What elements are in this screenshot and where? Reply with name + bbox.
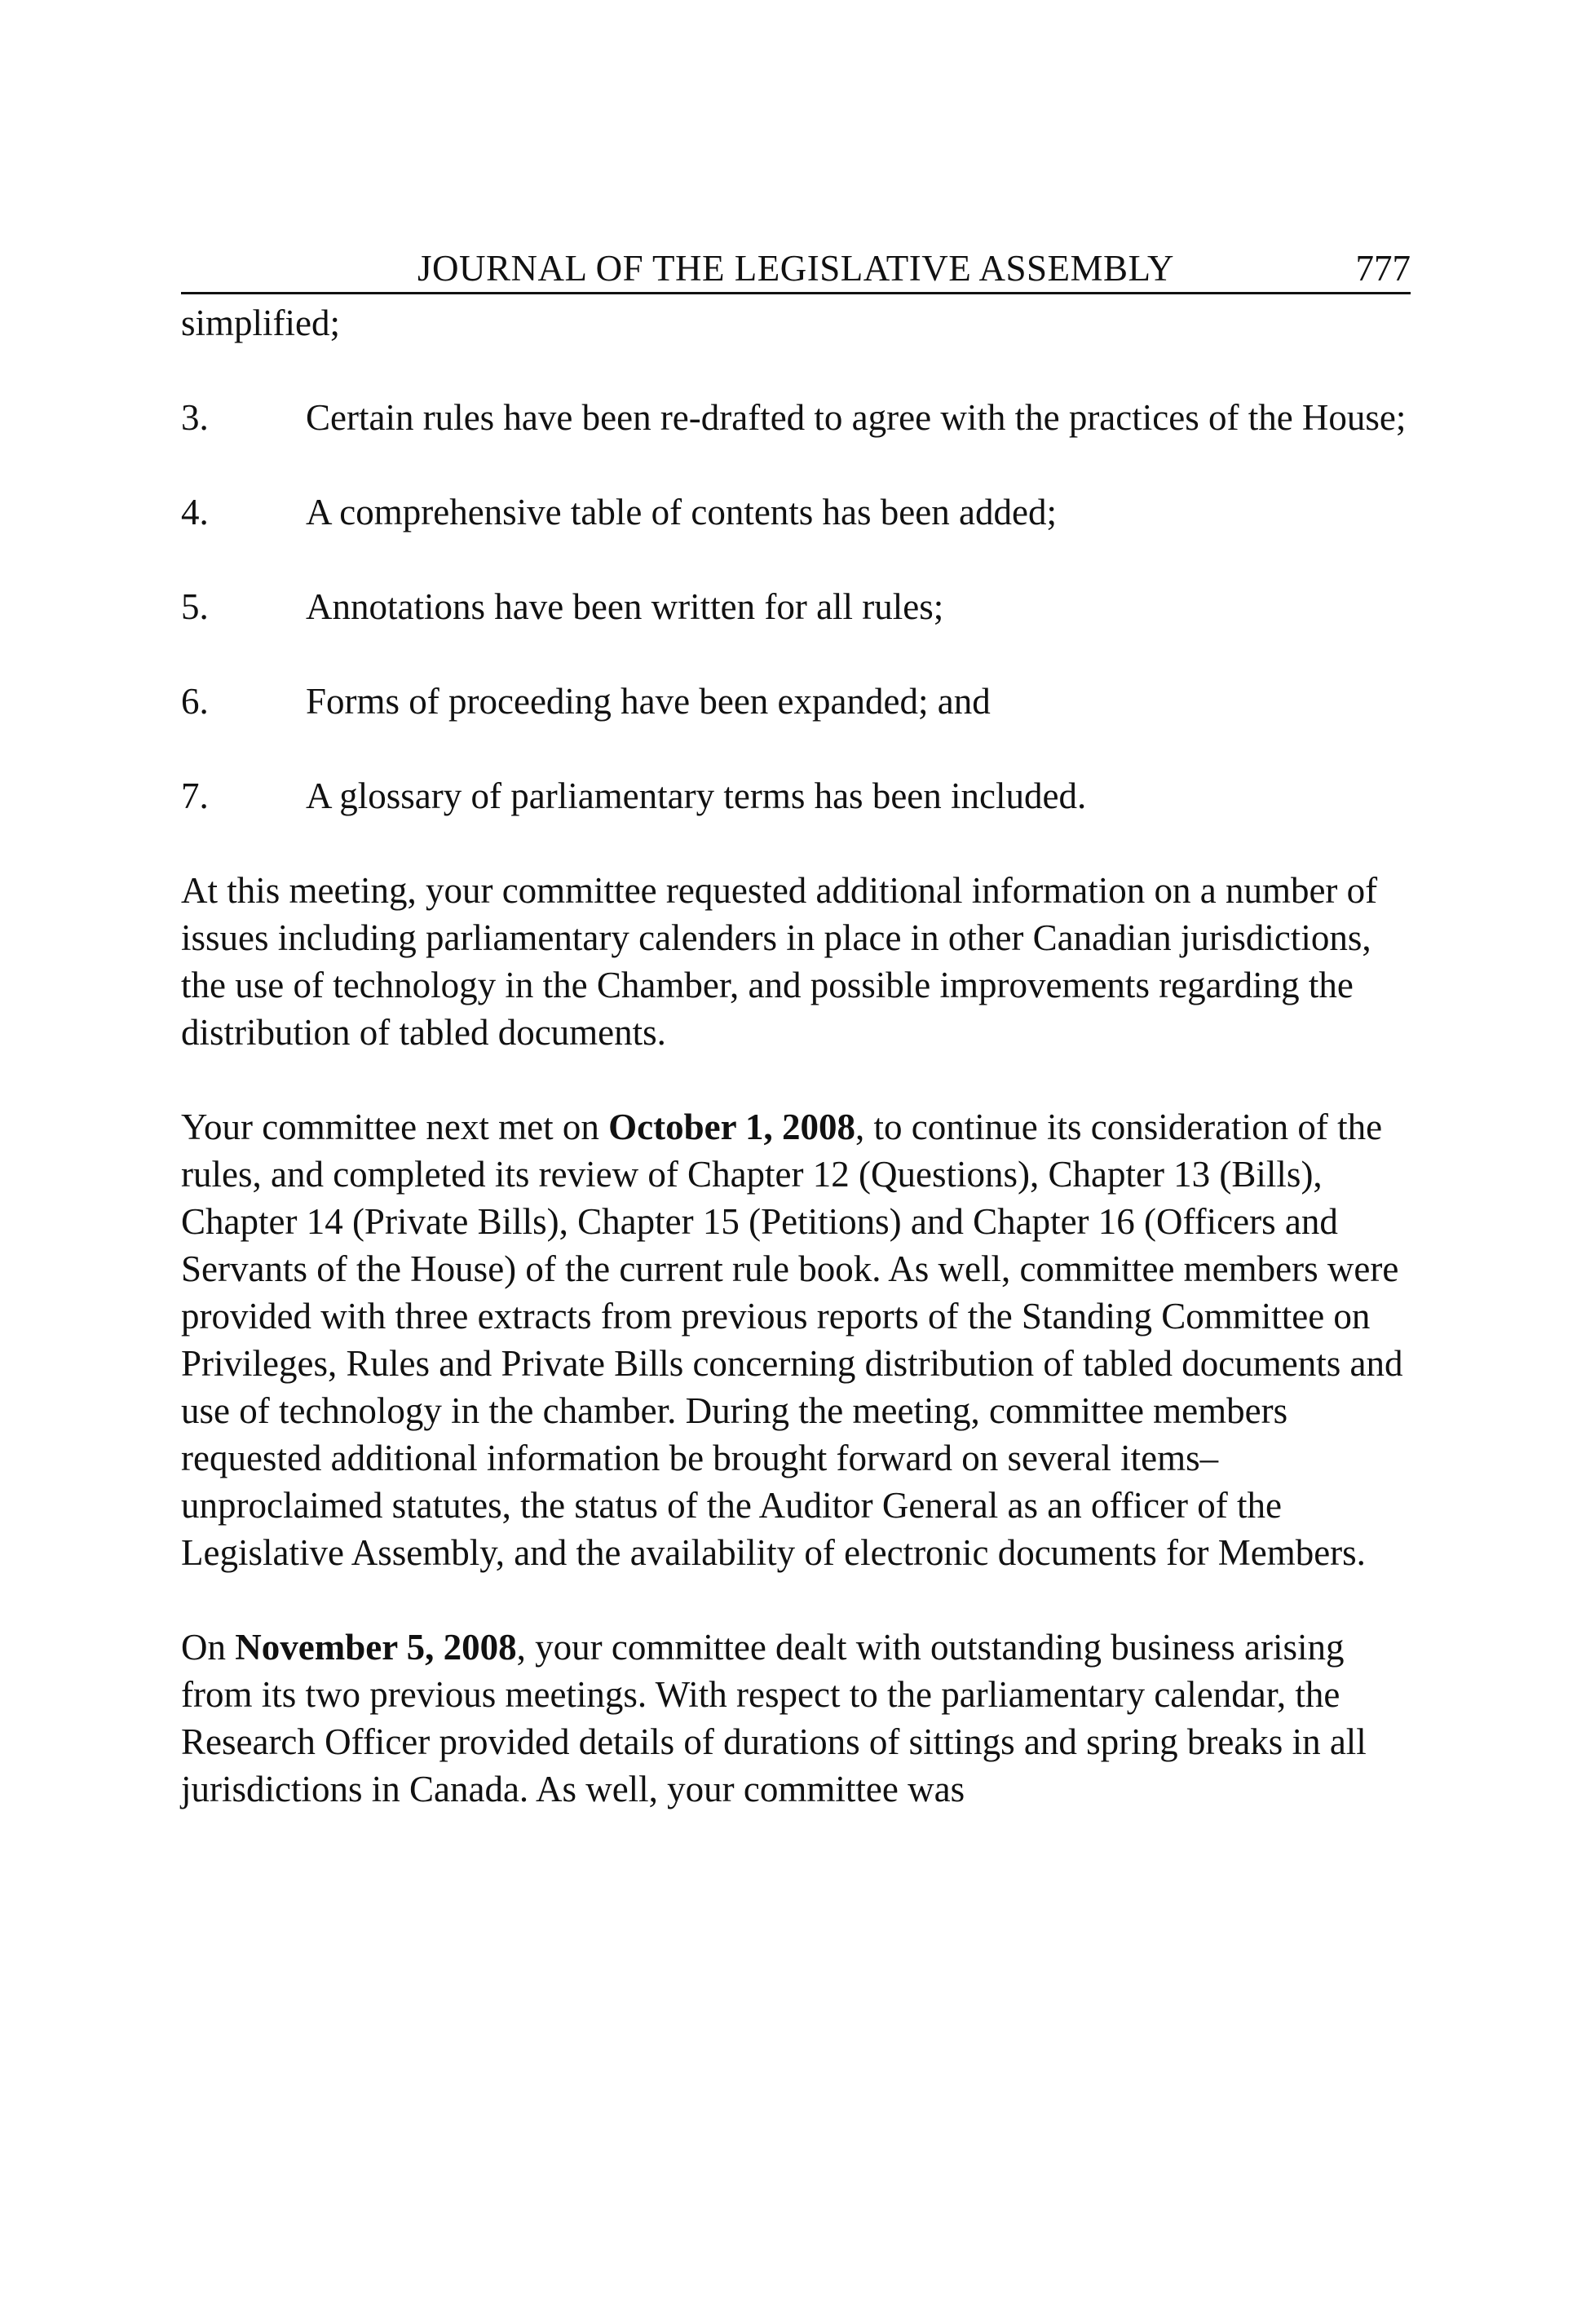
list-item-7 [181,772,1411,820]
meeting-date: November 5, 2008 [235,1627,517,1668]
continued-text: simplified; [181,303,340,343]
paragraph-text: , to continue its consideration of the rules, and completed its review of Chapter 12 (Questions), Chapter 13 (Bills), Chapter 14 (Private Bills), Chapter 15 (Petitions) and Chapter 16 (Officers and Servants of the House) of the current rule book. As well, committee members were provided with three extracts from previous reports of the Standing Committee on Privileges, Rules and Private Bills concerning distribution of tabled documents and use of technology in the chamber. During the meeting, committee members requested additional information be brought forward on several items–unproclaimed statutes, the status of the Auditor General as an officer of the Legislative Assembly, and the availability of electronic documents for Members. [181,1107,1403,1573]
list-item-text: A comprehensive table of contents has been added; [306,492,1057,532]
list-item-number: 5. [181,586,209,627]
body-text [181,299,1411,1813]
list-item-text: Certain rules have been re-drafted to agree with the practices of the House; [306,397,1407,438]
journal-title: JOURNAL OF THE LEGISLATIVE ASSEMBLY [417,248,1175,289]
list-item-6 [181,678,1411,725]
list-item-text: A glossary of parliamentary terms has been included. [306,775,1087,816]
paragraph-october-meeting [181,1103,1411,1576]
meeting-date: October 1, 2008 [608,1107,855,1147]
paragraph-meeting-requests: At this meeting, your committee requested additional information on a number of issues including parliamentary calenders in place in other Canadian jurisdictions, the use of technology in the Chamber, and possible improvements regarding the distribution of tabled documents. [181,870,1378,1053]
list-item-number: 6. [181,681,209,722]
running-header [181,245,1411,294]
list-item-number: 3. [181,397,209,438]
list-item-3 [181,394,1411,441]
list-item-number: 4. [181,492,209,532]
list-item-text: Annotations have been written for all rules; [306,586,944,627]
list-item-4 [181,488,1411,536]
list-item-text: Forms of proceeding have been expanded; and [306,681,991,722]
paragraph-november-meeting [181,1624,1411,1813]
paragraph-text: On [181,1627,236,1668]
journal-page [181,245,1411,1813]
paragraph-text: Your committee next met on [181,1107,609,1147]
list-item-number: 7. [181,775,209,816]
page-number: 777 [1355,248,1411,289]
list-item-5 [181,583,1411,630]
paragraph-text: , your committee dealt with outstanding business arising from its two previous meetings. With respect to the parliamentary calendar, the Research Officer provided details of durations of sittings and spring breaks in all jurisdictions in Canada. As well, your committee was [181,1627,1367,1809]
